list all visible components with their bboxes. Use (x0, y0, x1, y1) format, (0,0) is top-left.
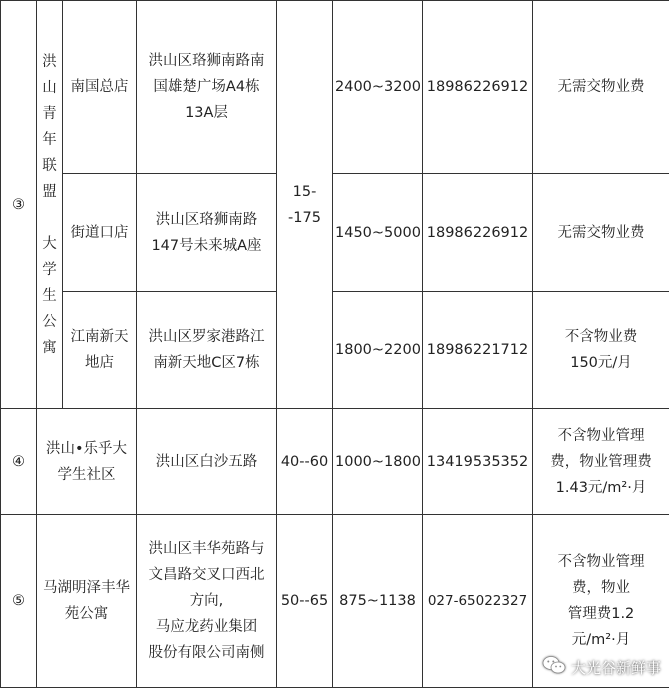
org-name-text (39, 49, 60, 361)
org-name-char: 公 (39, 309, 60, 335)
store-name: 南国总店 (63, 1, 137, 174)
row-number: ③ (1, 1, 37, 409)
watermark-text: 大光谷新鲜事 (571, 657, 661, 678)
apartment-address: 洪山区白沙五路 (137, 409, 277, 515)
org-name-char: 洪 (39, 49, 60, 75)
row-number: ④ (1, 409, 37, 515)
apartment-name: 洪山•乐乎大 学生社区 (37, 409, 137, 515)
price-range: 875~1138 (333, 515, 423, 688)
area-range: 40--60 (277, 409, 333, 515)
apartment-name: 马湖明泽丰华 苑公寓 (37, 515, 137, 688)
property-fee: 无需交物业费 (533, 174, 669, 292)
property-fee: 无需交物业费 (533, 1, 669, 174)
apartment-address: 洪山区丰华苑路与 文昌路交叉口西北 方向, 马应龙药业集团 股份有限公司南侧 (137, 515, 277, 688)
phone-number: 18986221712 (423, 292, 533, 409)
area-range: 50--65 (277, 515, 333, 688)
phone-number: 027-65022327 (423, 515, 533, 688)
store-name: 街道口店 (63, 174, 137, 292)
store-address: 洪山区罗家港路江 南新天地C区7栋 (137, 292, 277, 409)
price-range: 1000~1800 (333, 409, 423, 515)
org-name-vertical (37, 1, 63, 409)
org-name-char: 寓 (39, 335, 60, 361)
property-fee: 不含物业管理 费，物业 管理费1.2 元/m²·月 (533, 515, 669, 688)
price-range: 1800~2200 (333, 292, 423, 409)
org-name-char (39, 205, 60, 231)
org-name-char: 大 (39, 231, 60, 257)
org-name-char: 年 (39, 127, 60, 153)
property-fee: 不含物业管理 费，物业管理费 1.43元/m²·月 (533, 409, 669, 515)
org-name-char: 盟 (39, 179, 60, 205)
wechat-icon (542, 655, 566, 679)
org-name-char: 生 (39, 283, 60, 309)
org-name-char: 学 (39, 257, 60, 283)
store-name: 江南新天 地店 (63, 292, 137, 409)
watermark (542, 655, 661, 679)
store-address: 洪山区珞狮南路 147号未来城A座 (137, 174, 277, 292)
property-fee: 不含物业费 150元/月 (533, 292, 669, 409)
area-range: 15- -175 (277, 1, 333, 409)
org-name-char: 山 (39, 75, 60, 101)
price-range: 2400~3200 (333, 1, 423, 174)
row-number: ⑤ (1, 515, 37, 688)
table-row (1, 292, 669, 409)
price-range: 1450~5000 (333, 174, 423, 292)
table-row (1, 1, 669, 174)
org-name-char: 青 (39, 101, 60, 127)
phone-number: 18986226912 (423, 174, 533, 292)
org-name-char: 联 (39, 153, 60, 179)
phone-number: 13419535352 (423, 409, 533, 515)
store-address: 洪山区珞狮南路南 国雄楚广场A4栋 13A层 (137, 1, 277, 174)
table-row (1, 409, 669, 515)
table-row (1, 174, 669, 292)
phone-number: 18986226912 (423, 1, 533, 174)
